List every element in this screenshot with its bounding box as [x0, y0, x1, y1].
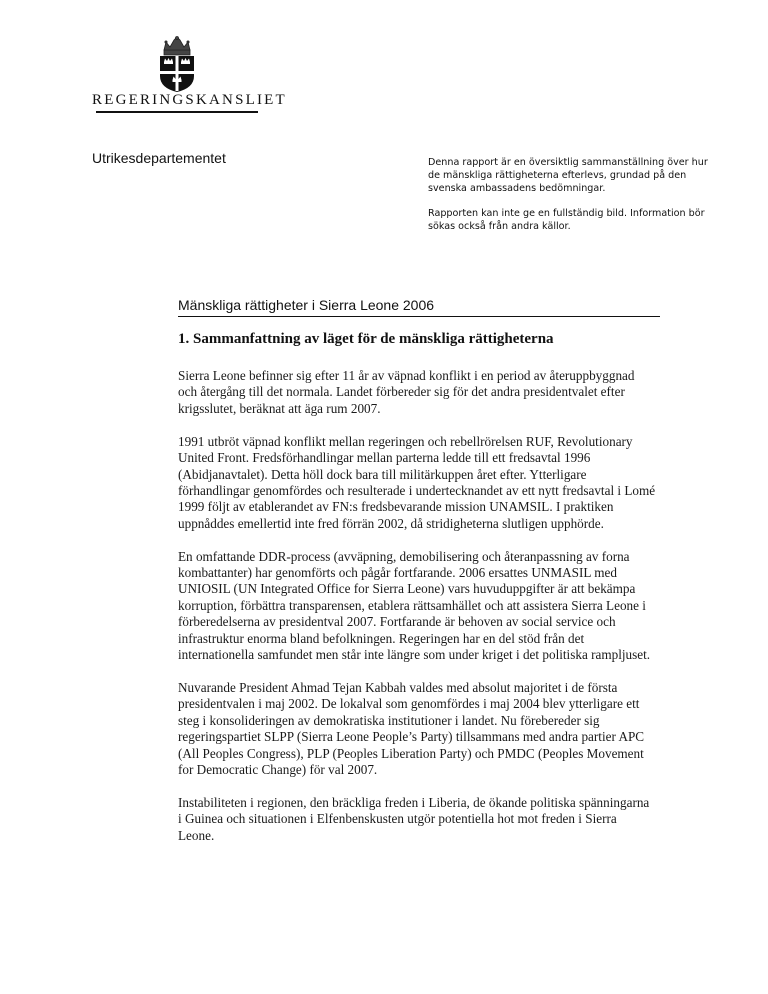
disclaimer	[428, 156, 718, 245]
body-paragraph: Nuvarande President Ahmad Tejan Kabbah valdes med absolut majoritet i de första presidentvalen i maj 2002. De lokalval som genomfördes i maj 2004 blev ytterligare ett steg i konsolideringen av demokratiska institutioner i landet. Nu förebereder sig regeringspartiet SLPP (Sierra Leone People’s Party) tillsammans med andra partier APC (All Peoples Congress), PLP (Peoples Liberation Party) och PMDC (Peoples Movement for Democratic Change) för val 2007.	[178, 680, 645, 778]
logo-wordmark: REGERINGSKANSLIET	[92, 92, 287, 108]
document-title: Mänskliga rättigheter i Sierra Leone 2006	[178, 297, 660, 317]
disclaimer-paragraph: Rapporten kan inte ge en fullständig bild. Information bör sökas också från andra källor.	[428, 208, 705, 232]
body-paragraph: 1991 utbröt väpnad konflikt mellan regeringen och rebellrörelsen RUF, Revolutionary United Front. Fredsförhandlingar mellan parterna ledde till ett fredsavtal 1996 (Abidjanavtalet). Detta höll dock bara till militärkuppen året efter. Ytterligare förhandlingar genomfördes och resulterade i undertecknandet av ett nytt fredsavtal i Lomé 1999 följt av etablerandet av FN:s fredsbevarande mission UNAMSIL. I praktiken uppnåddes emellertid inte fred förrän 2002, då stridigheterna slutligen upphörde.	[178, 433, 656, 531]
government-logo	[92, 36, 287, 124]
body-paragraph: Instabiliteten i regionen, den bräckliga freden i Liberia, de ökande politiska spänningarna i Guinea och situationen i Elfenbenskusten utgör potentiella hot mot freden i Sierra Leone.	[178, 794, 650, 843]
document-body	[178, 368, 656, 861]
body-paragraph: En omfattande DDR-process (avväpning, demobilisering och återanpassning av forna kombattanter) har genomförts och pågår fortfarande. 2006 ersattes UNMASIL med UNIOSIL (UN Integrated Office for Sierra Leone) vars huvuduppgifter är att bekämpa korruption, förbättra transparensen, etablera rättsamhället och att assistera Sierra Leone i förberedelserna av presidentval 2007. Fortfarande är behoven av social service och infrastruktur enorma bland befolkningen. Regeringen har en del stöd från det internationella samfundet men står inte längre som under kriget i det politiska rampljuset.	[178, 548, 651, 663]
logo-rule	[96, 111, 258, 113]
department-name: Utrikesdepartementet	[92, 150, 226, 166]
disclaimer-paragraph: Denna rapport är en översiktlig sammanställning över hur de mänskliga rättigheterna efterlevs, grundad på den svenska ambassadens bedömningar.	[428, 157, 708, 194]
three-crowns-shield-icon	[92, 36, 262, 92]
section-heading: 1. Sammanfattning av läget för de mänskliga rättigheterna	[178, 331, 554, 347]
body-paragraph: Sierra Leone befinner sig efter 11 år av väpnad konflikt i en period av återuppbyggnad och återgång till det normala. Landet förbereder sig för det andra presidentvalet efter krigsslutet, beräknat att äga rum 2007.	[178, 368, 635, 416]
